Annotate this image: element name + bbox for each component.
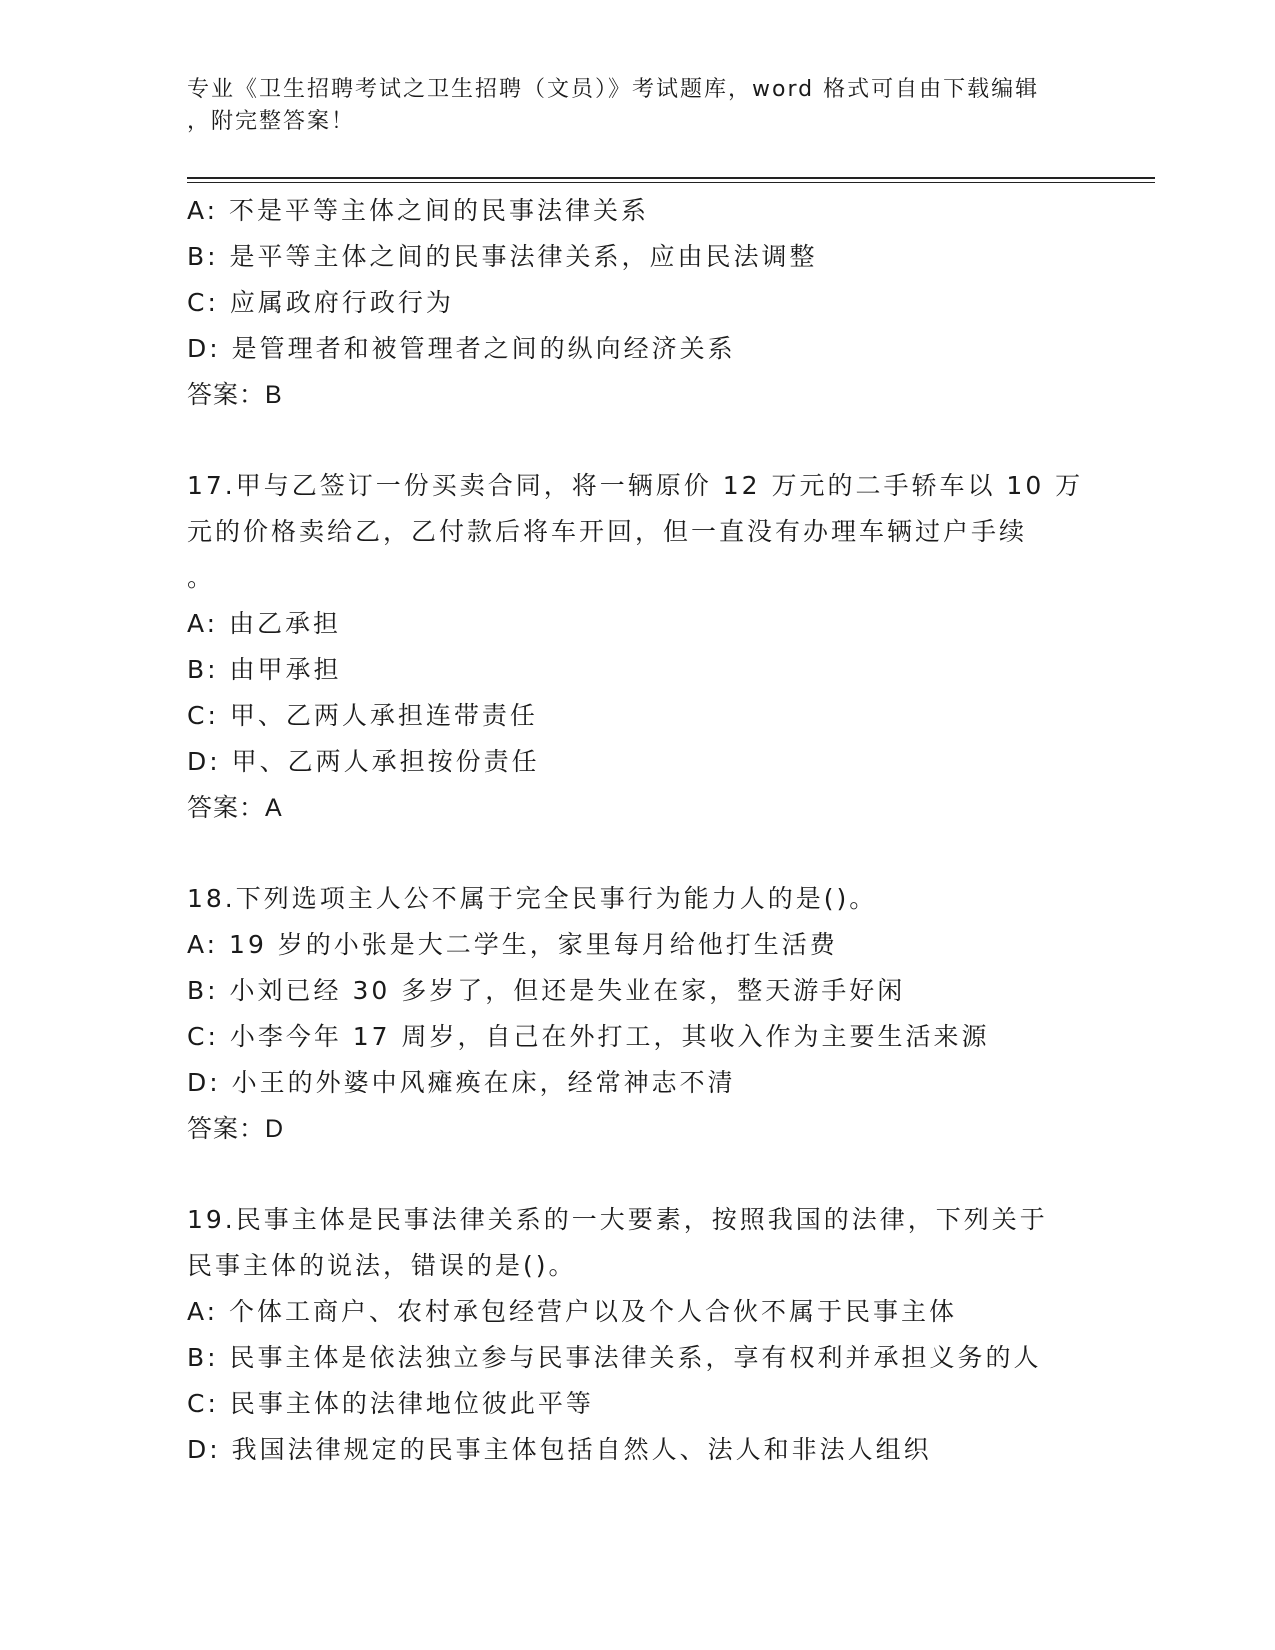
question-19 [187,1197,1087,1473]
option-d: D: 我国法律规定的民事主体包括自然人、法人和非法人组织 [187,1435,932,1464]
question-stem-line: 。 [187,563,216,592]
question-16 [187,188,1087,418]
option-c: C: 应属政府行政行为 [187,288,454,317]
option-a: A: 个体工商户、农村承包经营户以及个人合伙不属于民事主体 [187,1297,958,1326]
option-d: D: 甲、乙两人承担按份责任 [187,747,540,776]
document-header [187,74,1077,138]
option-c: C: 民事主体的法律地位彼此平等 [187,1389,594,1418]
question-stem-line: 17.甲与乙签订一份买卖合同，将一辆原价 12 万元的二手轿车以 10 万 [187,471,1084,500]
option-b: B: 民事主体是依法独立参与民事法律关系，享有权利并承担义务的人 [187,1343,1042,1372]
option-b: B: 小刘已经 30 多岁了，但还是失业在家，整天游手好闲 [187,976,906,1005]
option-b: B: 是平等主体之间的民事法律关系，应由民法调整 [187,242,818,271]
option-b: B: 由甲承担 [187,655,342,684]
question-list [187,188,1087,1473]
header-rule-thin [187,182,1155,183]
question-stem-line: 元的价格卖给乙，乙付款后将车开回，但一直没有办理车辆过户手续 [187,517,1028,546]
question-stem-line: 民事主体的说法，错误的是()。 [187,1251,577,1280]
option-a: A: 由乙承担 [187,609,342,638]
option-d: D: 小王的外婆中风瘫痪在床，经常神志不清 [187,1068,736,1097]
question-18 [187,876,1087,1152]
option-a: A: 19 岁的小张是大二学生，家里每月给他打生活费 [187,930,838,959]
header-rule-thick [187,177,1155,179]
option-a: A: 不是平等主体之间的民事法律关系 [187,196,650,225]
question-17 [187,463,1087,831]
option-c: C: 小李今年 17 周岁，自己在外打工，其收入作为主要生活来源 [187,1022,990,1051]
question-stem-line: 19.民事主体是民事法律关系的一大要素，按照我国的法律，下列关于 [187,1205,1048,1234]
answer: 答案：B [187,381,283,409]
answer: 答案：D [187,1115,285,1143]
header-line-2: ，附完整答案！ [187,109,356,134]
option-c: C: 甲、乙两人承担连带责任 [187,701,538,730]
option-d: D: 是管理者和被管理者之间的纵向经济关系 [187,334,736,363]
header-line-1: 专业《卫生招聘考试之卫生招聘（文员）》考试题库，word 格式可自由下载编辑 [187,77,1040,102]
answer: 答案：A [187,794,283,822]
question-stem-line: 18.下列选项主人公不属于完全民事行为能力人的是()。 [187,884,878,913]
